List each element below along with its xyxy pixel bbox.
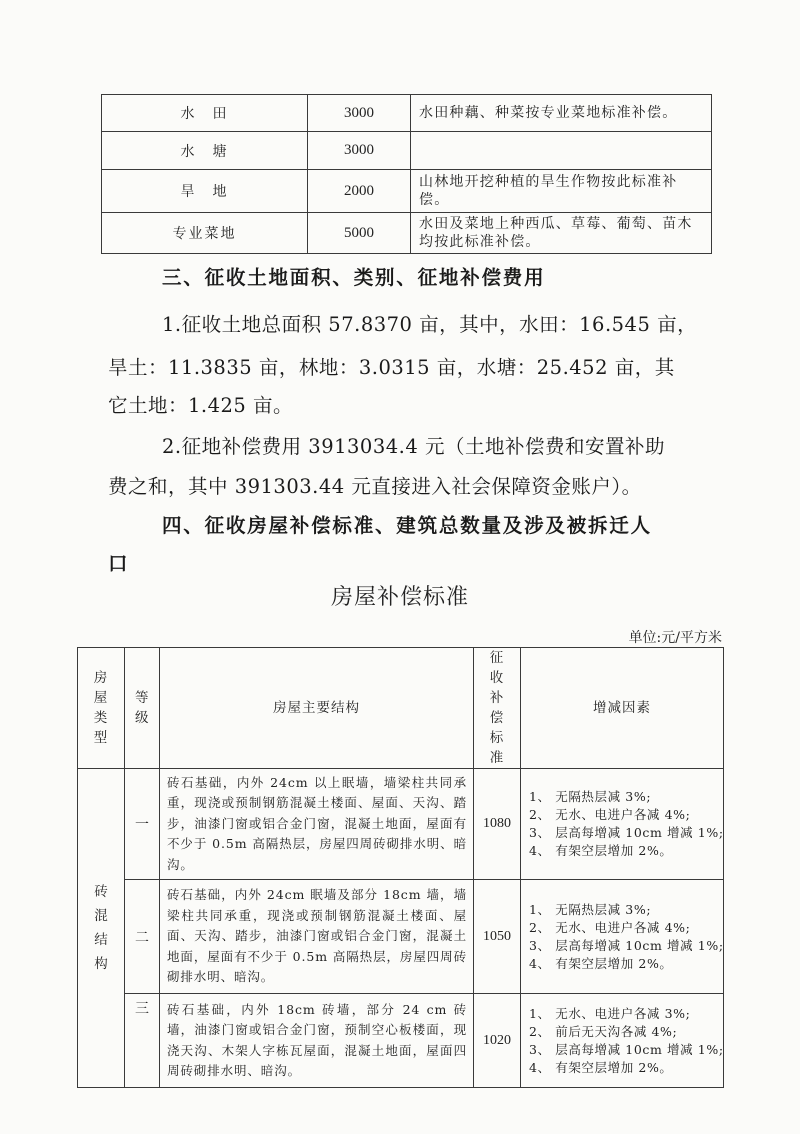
factor-item: 2、 无水、电进户各减 4%;: [529, 919, 691, 935]
grade-cell: 三: [125, 994, 160, 1088]
land-type-cell: 水 田: [102, 95, 308, 132]
header-factors: 增减因素: [521, 648, 724, 769]
table-row: [78, 880, 724, 994]
land-price-cell: 3000: [308, 95, 411, 132]
section3-item2-line2: 费之和，其中 391303.44 元直接进入社会保障资金账户）。: [108, 475, 642, 498]
factor-item: 1、 无隔热层减 3%;: [529, 901, 652, 917]
factor-item: 4、 有架空层增加 2%。: [529, 1059, 673, 1075]
table-row: [78, 994, 724, 1088]
header-grade: 等级: [125, 648, 160, 769]
factor-item: 3、 层高每增减 10cm 增减 1%;: [529, 825, 724, 840]
land-note-cell: 水田种藕、种菜按专业菜地标准补偿。: [411, 95, 712, 132]
header-structure: 房屋主要结构: [160, 648, 474, 769]
factor-item: 4、 有架空层增加 2%。: [529, 843, 673, 858]
section3-item1-line3: 它土地：1.425 亩。: [108, 394, 294, 417]
land-price-cell: 2000: [308, 170, 411, 213]
structure-cell: 砖石基础，内外 18cm 砖墙，部分 24 cm 砖墙，油漆门窗或铝合金门窗，预制空心板楼面，现浇天沟、木架人字栋瓦屋面，混凝土地面，屋面四周砖砌排水明、暗沟。: [160, 994, 474, 1088]
factor-item: 3、 层高每增减 10cm 增减 1%;: [529, 1041, 724, 1057]
land-compensation-table: [101, 94, 712, 254]
table-row: [102, 170, 712, 213]
price-cell: 1080: [474, 769, 521, 880]
structure-cell: 砖石基础，内外 24cm 眠墙及部分 18cm 墙，墙梁柱共同承重，现浇或预制钢筋混凝土楼面、屋面、天沟、踏步，油漆门窗或铝合金门窗，混凝土地面，屋面有不少于 0.5m 高隔热层，房屋四周砖砌排水明、暗沟。: [160, 880, 474, 994]
house-compensation-table: [77, 647, 724, 1088]
header-house-type: 房屋类型: [78, 648, 125, 769]
price-cell: 1020: [474, 994, 521, 1088]
land-price-cell: 5000: [308, 213, 411, 254]
header-row: [78, 648, 724, 769]
section3-item1-line2: 旱土：11.3835 亩，林地：3.0315 亩，水塘：25.452 亩，其: [108, 356, 675, 379]
land-type-cell: 水 塘: [102, 132, 308, 170]
table-row: [78, 769, 724, 880]
land-type-cell: 专业菜地: [102, 213, 308, 254]
factor-item: 4、 有架空层增加 2%。: [529, 955, 673, 971]
factors-cell: [521, 880, 724, 994]
section3-item1-line1: 1.征收土地总面积 57.8370 亩，其中，水田：16.545 亩，: [162, 313, 698, 336]
factor-item: 1、 无隔热层减 3%;: [529, 789, 652, 804]
grade-cell: 一: [125, 769, 160, 880]
land-note-cell: 水田及菜地上种西瓜、草莓、葡萄、苗木均按此标准补偿。: [411, 213, 712, 254]
section4-heading-line2: 口: [108, 552, 130, 575]
factor-item: 1、 无水、电进户各减 3%;: [529, 1005, 691, 1021]
land-note-cell: [411, 132, 712, 170]
factors-cell: [521, 994, 724, 1088]
factor-item: 3、 层高每增减 10cm 增减 1%;: [529, 937, 724, 953]
land-type-cell: 旱 地: [102, 170, 308, 213]
section3-item2-line1: 2.征地补偿费用 3913034.4 元（土地补偿费和安置补助: [162, 435, 665, 458]
house-table-title: 房屋补偿标准: [330, 585, 469, 610]
table-row: [102, 95, 712, 132]
table-row: [102, 132, 712, 170]
structure-cell: 砖石基础，内外 24cm 以上眠墙，墙梁柱共同承重，现浇或预制钢筋混凝土楼面、屋面、天沟、踏步，油漆门窗或铝合金门窗，混凝土地面，屋面有不少于 0.5m 高隔热层，房屋四周砖砌排水明、暗沟。: [160, 769, 474, 880]
factor-item: 2、 无水、电进户各减 4%;: [529, 807, 691, 822]
grade-cell: 二: [125, 880, 160, 994]
section4-heading-line1: 四、征收房屋补偿标准、建筑总数量及涉及被拆迁人: [162, 514, 652, 537]
house-table-unit: 单位:元/平方米: [628, 630, 722, 646]
house-type-cell: 砖混结构: [78, 769, 125, 1088]
land-price-cell: 3000: [308, 132, 411, 170]
table-row: [102, 213, 712, 254]
factors-cell: [521, 769, 724, 880]
price-cell: 1050: [474, 880, 521, 994]
land-note-cell: 山林地开挖种植的旱生作物按此标准补偿。: [411, 170, 712, 213]
factor-item: 2、 前后无天沟各减 4%;: [529, 1023, 678, 1039]
section3-heading: 三、征收土地面积、类别、征地补偿费用: [162, 266, 546, 289]
header-price: 征收补偿标准: [474, 648, 521, 769]
